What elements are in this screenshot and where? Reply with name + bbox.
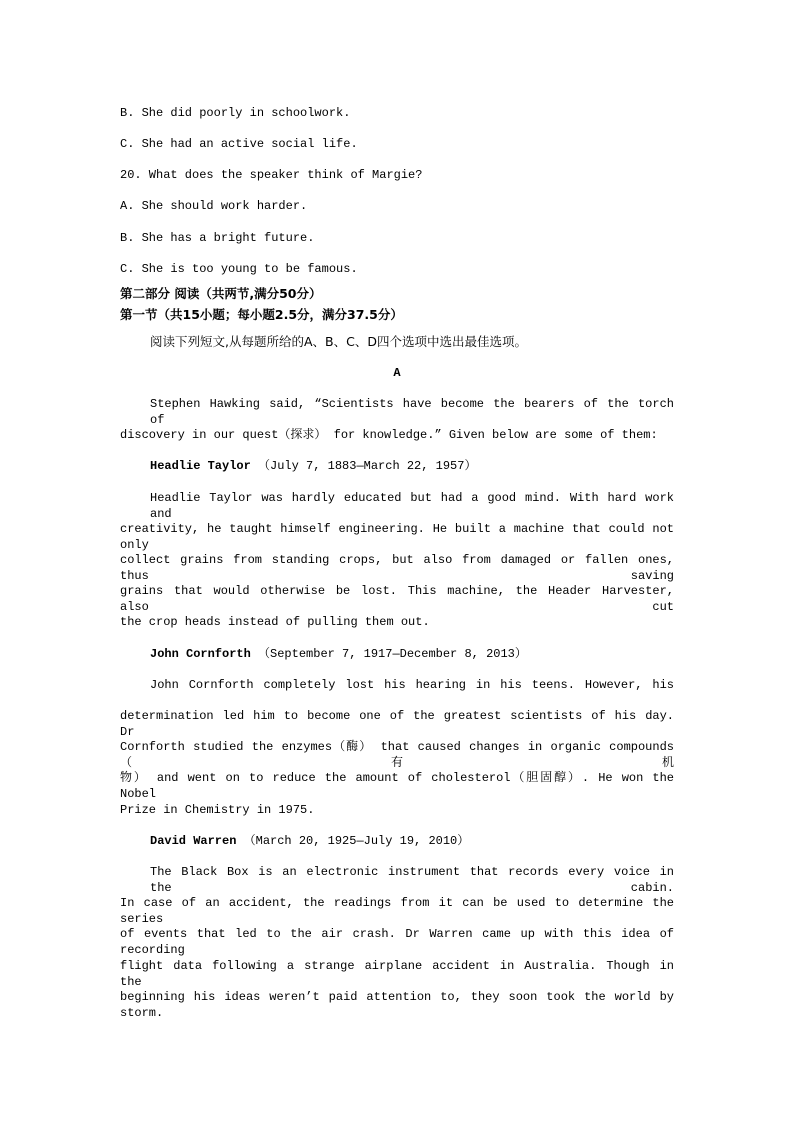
q20-question: 20. What does the speaker think of Margie? [120, 168, 423, 182]
intro-line-2: discovery in our quest（探求） for knowledge.” Given below are some of them: [120, 428, 658, 442]
q19-option-b: B. She did poorly in schoolwork. [120, 106, 351, 120]
paragraph-line: of events that led to the air crash. Dr Warren came up with this idea of recording [120, 927, 674, 957]
paragraph-line: The Black Box is an electronic instrument that records every voice in the cabin. [150, 865, 674, 895]
paragraph-line: John Cornforth completely lost his hearing in his teens. However, his [150, 678, 674, 692]
part-heading: 第二部分 阅读（共两节,满分50分） [120, 286, 322, 301]
paragraph-line: grains that would otherwise be lost. This machine, the Header Harvester, also cut [120, 584, 674, 614]
scientist-name: Headlie Taylor [150, 459, 251, 473]
intro-line-1: Stephen Hawking said, “Scientists have become the bearers of the torch of [150, 397, 674, 427]
section-heading: 第一节（共15小题；每小题2.5分，满分37.5分） [120, 307, 403, 322]
q19-option-c: C. She had an active social life. [120, 137, 358, 151]
paragraph-line: Prize in Chemistry in 1975. [120, 803, 315, 817]
scientist-dates: （September 7, 1917—December 8, 2013） [250, 647, 527, 661]
q20-option-c: C. She is too young to be famous. [120, 262, 358, 276]
passage-label: A [393, 366, 401, 380]
q20-option-a: A. She should work harder. [120, 199, 308, 213]
scientist-heading-warren [150, 833, 674, 849]
scientist-heading-taylor [150, 458, 674, 474]
scientist-name: John Cornforth [150, 647, 251, 661]
paragraph-line: In case of an accident, the readings from it can be used to determine the series [120, 896, 674, 926]
paragraph-line: collect grains from standing crops, but also from damaged or fallen ones, thus saving [120, 553, 674, 583]
scientist-dates: （July 7, 1883—March 22, 1957） [250, 459, 477, 473]
instructions: 阅读下列短文,从每题所给的A、B、C、D四个选项中选出最佳选项。 [150, 334, 527, 349]
paragraph-line: the crop heads instead of pulling them out. [120, 615, 430, 629]
paragraph-line: creativity, he taught himself engineering. He built a machine that could not only [120, 522, 674, 552]
paragraph-line: beginning his ideas weren’t paid attention to, they soon took the world by storm. [120, 990, 674, 1020]
paragraph-line: Headlie Taylor was hardly educated but had a good mind. With hard work and [150, 491, 674, 521]
q20-option-b: B. She has a bright future. [120, 231, 315, 245]
scientist-heading-cornforth [150, 646, 674, 662]
scientist-name: David Warren [150, 834, 237, 848]
scientist-dates: （March 20, 1925—July 19, 2010） [236, 834, 470, 848]
paragraph-line: determination led him to become one of the greatest scientists of his day. Dr [120, 709, 674, 739]
paragraph-line: flight data following a strange airplane accident in Australia. Though in the [120, 959, 674, 989]
paragraph-line: Cornforth studied the enzymes（酶） that caused changes in organic compounds（有机 [120, 740, 674, 770]
paragraph-line: 物） and went on to reduce the amount of cholesterol（胆固醇）. He won the Nobel [120, 771, 674, 801]
